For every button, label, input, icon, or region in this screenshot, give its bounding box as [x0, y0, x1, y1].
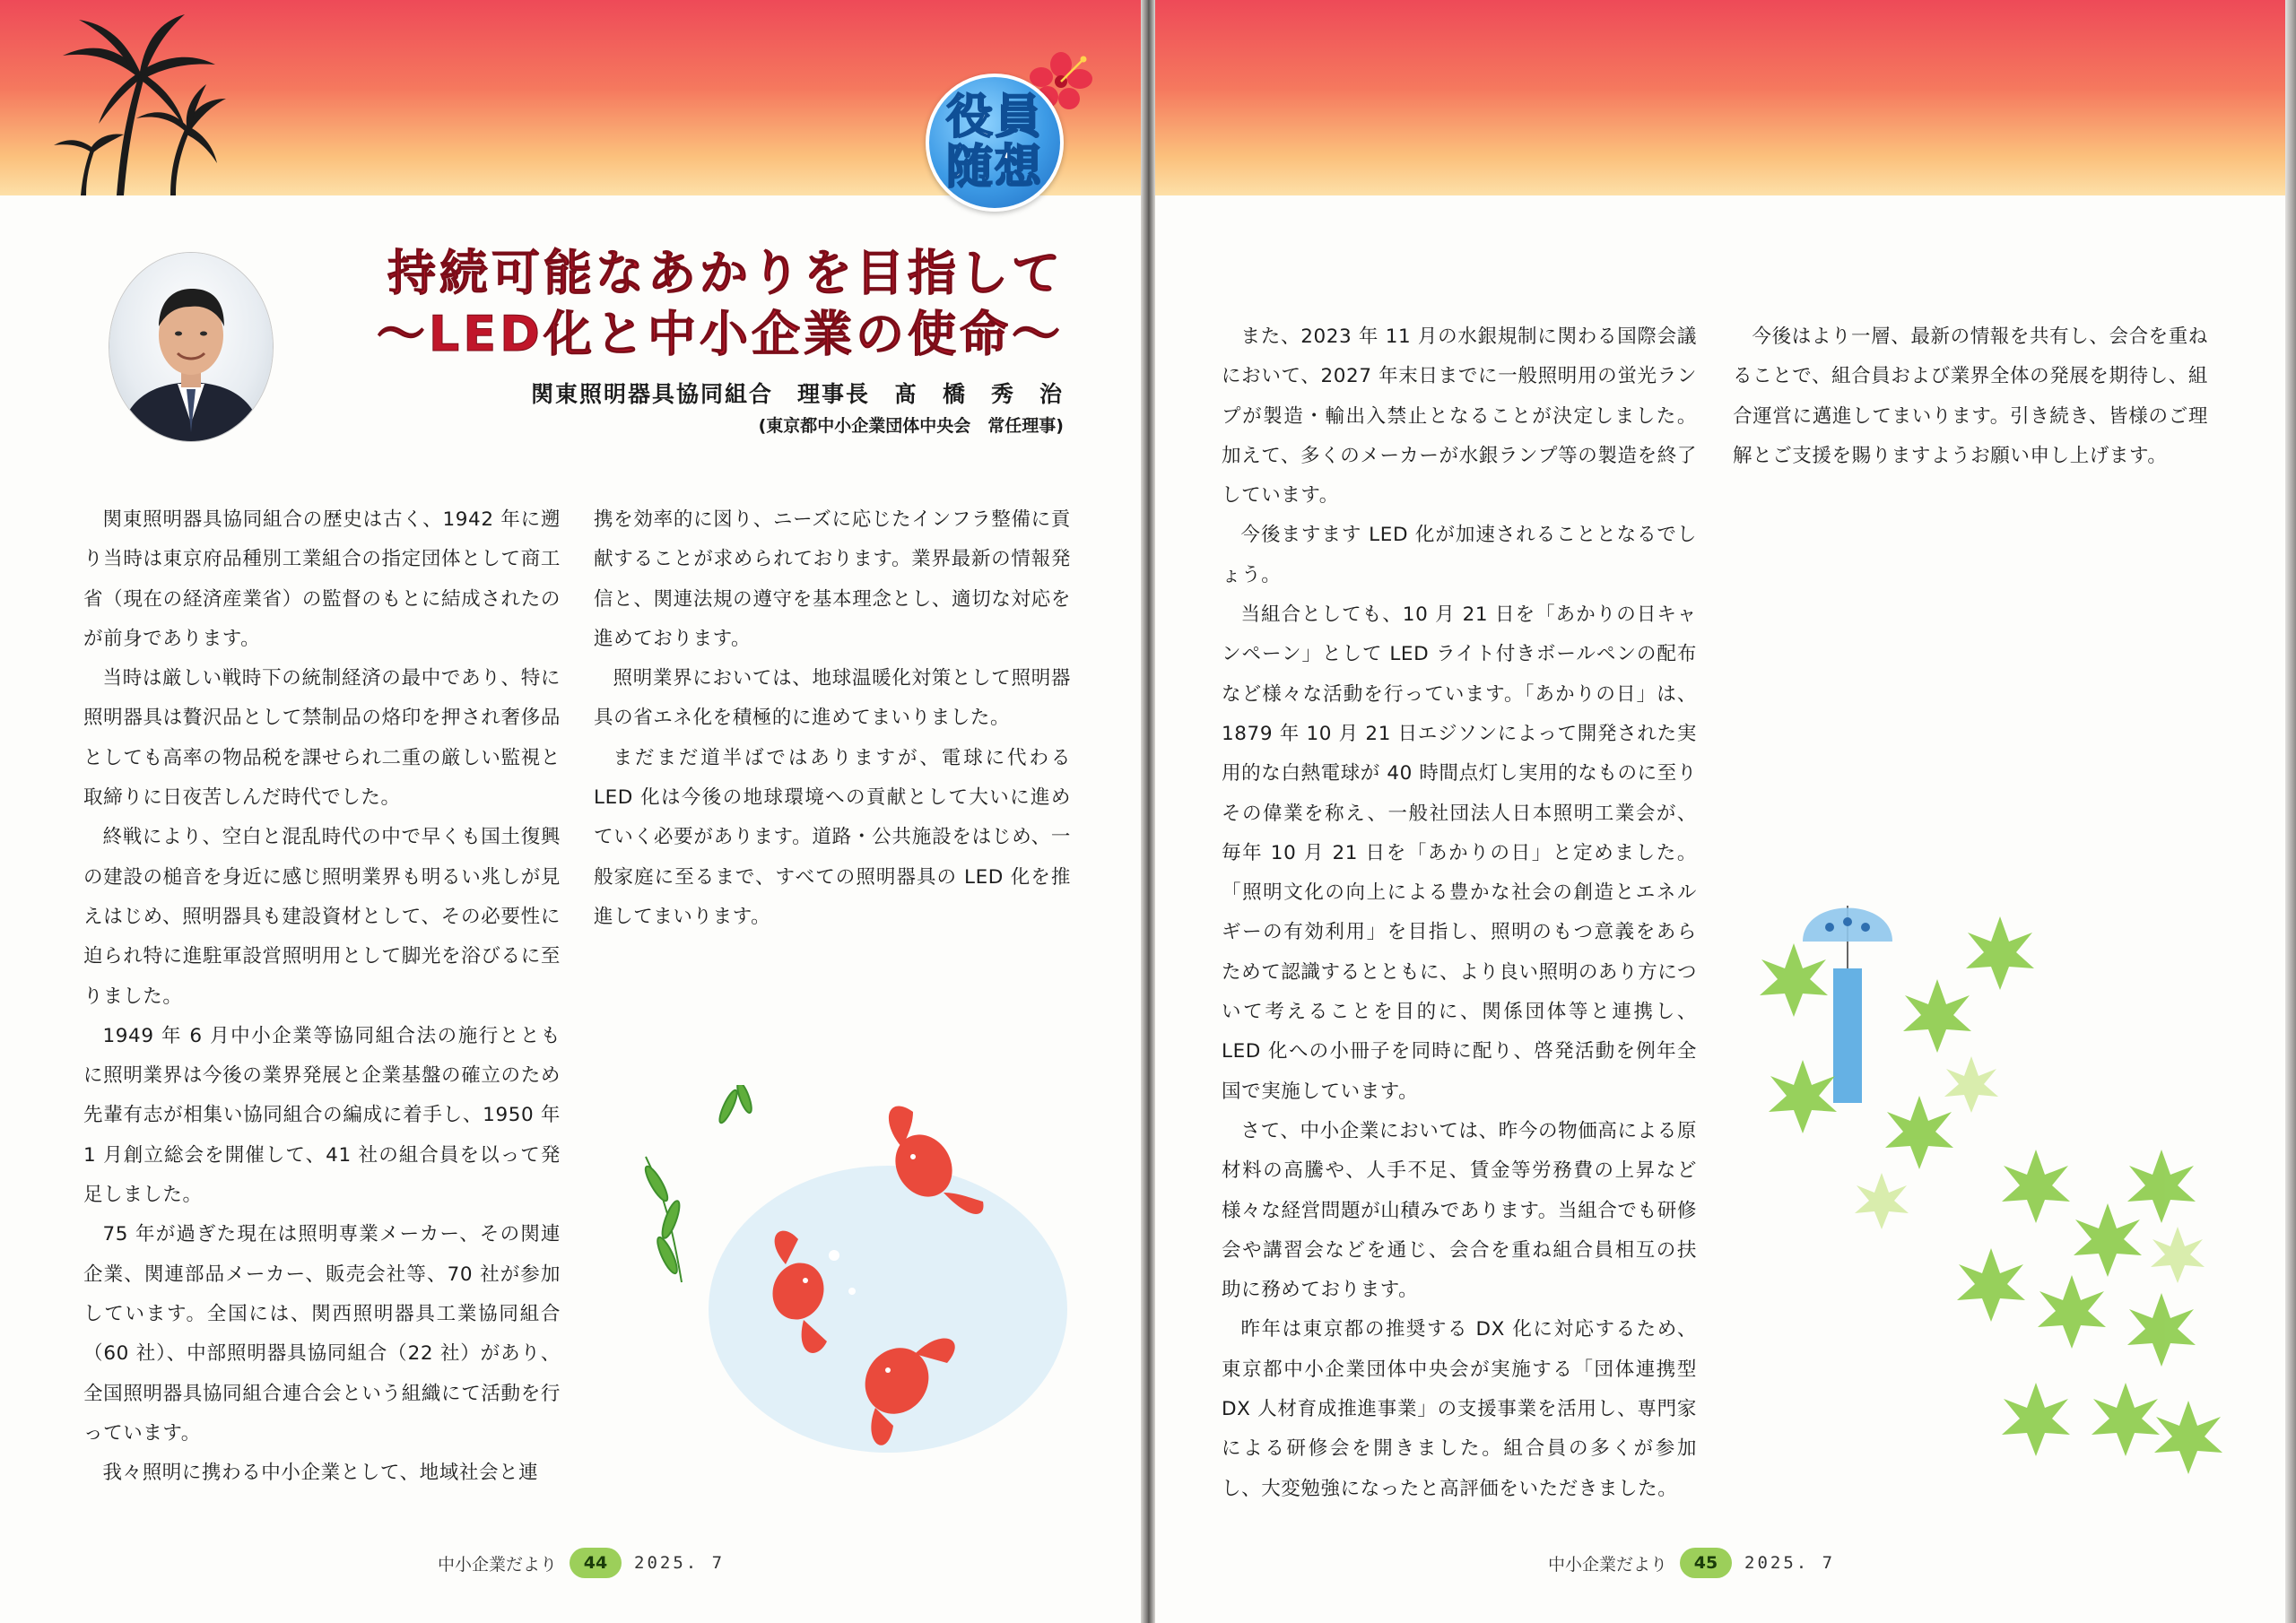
paragraph: 関東照明器具協同組合の歴史は古く、1942 年に遡り当時は東京府品種別工業組合の指定団体として商工省（現在の経済産業省）の監督のもとに結成されたのが前身であります。 [83, 508, 561, 650]
page-right [1155, 0, 2285, 1623]
paragraph: さて、中小企業においては、昨今の物価高による原材料の高騰や、人手不足、賃金等労務費の上昇など様々な経営問題が山積みであります。当組合でも研修会や講習会などを通じ、会合を重ね組合員相互の扶助に務めております。 [1222, 1119, 1697, 1302]
paragraph: 75 年が過ぎた現在は照明専業メーカー、その関連企業、関連部品メーカー、販売会社等、70 社が参加しています。全国には、関西照明器具工業協同組合（60 社）、中部照明器具協同組合（22 社）があり、全国照明器具協同組合連合会という組織にて活動を行っています。 [83, 1223, 561, 1445]
paragraph-continued: 携を効率的に図り、ニーズに応じたインフラ整備に貢献することが求められております。業界最新の情報発信と、関連法規の遵守を基本理念とし、適切な対応を進めております。 [594, 508, 1071, 650]
paragraph: 我々照明に携わる中小企業として、地域社会と連 [102, 1462, 539, 1485]
essay-category-badge [926, 74, 1064, 212]
palm-tree-illustration [27, 9, 233, 197]
header-gradient-band [1155, 0, 2285, 195]
badge-line-1: 役員 [945, 91, 1043, 144]
paragraph: また、2023 年 11 月の水銀規制に関わる国際会議において、2027 年末日までに一般照明用の蛍光ランプが製造・輸出入禁止となることが決定しました。加えて、多くのメーカーが水銀ランプ等の製造を終了しています。 [1222, 325, 1697, 508]
footer-left [438, 1548, 725, 1578]
paragraph: 今後ますます LED 化が加速されることとなるでしょう。 [1222, 524, 1697, 586]
article-subtitle: ～LED化と中小企業の使命～ [376, 306, 1064, 362]
paragraph: 今後はより一層、最新の情報を共有し、会合を重ねることで、組合員および業界全体の発展を期待し、組合運営に邁進してまいります。引き続き、皆様のご理解とご支援を賜りますようお願い申し上げます。 [1733, 325, 2208, 467]
text-column-left-2 [594, 500, 1071, 937]
issue-date: 2025. 7 [1744, 1553, 1836, 1573]
paragraph: 終戦により、空白と混乱時代の中で早くも国土復興の建設の槌音を身近に感じ照明業界も明るい兆しが見えはじめ、照明器具も建設資材として、その必要性に迫られ特に進駐軍設営照明用として脚光を浴びるに至りました。 [83, 826, 561, 1008]
book-spine [1141, 0, 1155, 1623]
paragraph: 当時は厳しい戦時下の統制経済の最中であり、特に照明器具は贅沢品として禁制品の烙印を押され奢侈品としても高率の物品税を課せられ二重の厳しい監視と取締りに日夜苦しんだ時代でした。 [83, 667, 561, 810]
footer-right [1548, 1548, 1835, 1578]
paragraph: 昨年は東京都の推奨する DX 化に対応するため、東京都中小企業団体中央会が実施する「団体連携型 DX 人材育成推進事業」の支援事業を活用し、専門家による研修会を開きました。組合員の多くが参加し、大変勉強になったと高評価をいただきました。 [1222, 1318, 1697, 1500]
issue-date: 2025. 7 [634, 1553, 726, 1573]
author-name: 関東照明器具協同組合 理事長 髙 橋 秀 治 [530, 381, 1064, 407]
text-column-left-1 [83, 500, 561, 1493]
page-number: 45 [1680, 1548, 1732, 1578]
text-column-right-2 [1733, 317, 2208, 476]
page-edge [2285, 0, 2296, 1623]
paragraph: 照明業界においては、地球温暖化対策として照明器具の省エネ化を積極的に進めてまいりました。 [594, 667, 1071, 730]
publication-name: 中小企業だより [438, 1554, 558, 1575]
wind-chime-maple-illustration [1758, 852, 2224, 1497]
paragraph: まだまだ道半ばではありますが、電球に代わる LED 化は今後の地球環境への貢献として大いに進めていく必要があります。道路・公共施設をはじめ、一般家庭に至るまで、すべての照明器具の LED 化を推進してまいります。 [594, 746, 1071, 928]
page-left [0, 0, 1141, 1623]
text-column-right-1 [1222, 317, 1697, 1509]
paragraph: 1949 年 6 月中小企業等協同組合法の施行とともに照明業界は今後の業界発展と企業基盤の確立のため先輩有志が相集い協同組合の編成に着手し、1950 年 1 月創立総会を開催して、41 社の組合員を以って発足しました。 [83, 1024, 561, 1207]
badge-line-2: 随想 [945, 141, 1043, 195]
article-title: 持続可能なあかりを目指して [387, 245, 1064, 301]
publication-name: 中小企業だより [1548, 1554, 1668, 1575]
goldfish-illustration [628, 1085, 1076, 1480]
page-number: 44 [570, 1548, 622, 1578]
author-portrait [109, 253, 273, 441]
author-affiliation: (東京都中小企業団体中央会 常任理事) [758, 416, 1064, 436]
paragraph: 当組合としても、10 月 21 日を「あかりの日キャンペーン」として LED ライト付きボールペンの配布など様々な活動を行っています。「あかりの日」は、1879 年 10 月 21 日エジソンによって開発された実用的な白熱電球が 40 時間点灯し実用的なものに至りその偉業を称え、一般社団法人日本照明工業会が、毎年 10 月 21 日を「あかりの日」と定めました。「照明文化の向上による豊かな社会の創造とエネルギーの有効利用」を目指し、照明のもつ意義をあらためて認識するとともに、より良い照明のあり方について考えることを目的に、関係団体等と連携し、LED 化への小冊子を同時に配り、啓発活動を例年全国で実施しています。 [1222, 603, 1697, 1103]
